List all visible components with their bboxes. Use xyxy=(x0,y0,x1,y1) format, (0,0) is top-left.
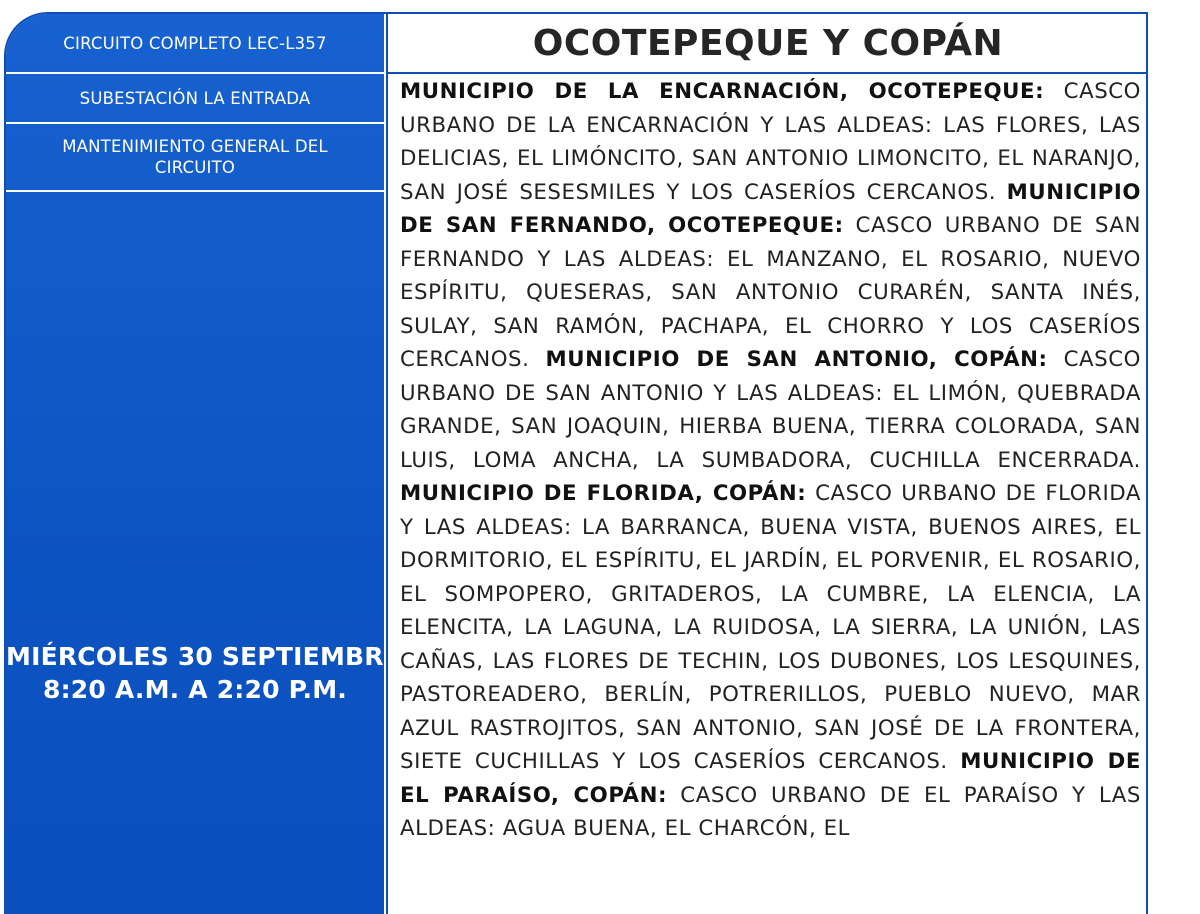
substation-cell: SUBESTACIÓN LA ENTRADA xyxy=(6,74,384,124)
affected-areas-panel xyxy=(386,14,1148,914)
schedule-panel xyxy=(6,14,402,914)
municipality-heading: MUNICIPIO DE EL PARAÍSO, COPÁN: xyxy=(400,749,1141,808)
region-title: OCOTEPEQUE Y COPÁN xyxy=(388,14,1148,74)
schedule-datetime xyxy=(6,640,402,706)
municipality-areas: CASCO URBANO DE SAN ANTONIO Y LAS ALDEAS: EL LIMÓN, QUEBRADA GRANDE, SAN JOAQUIN, HIERBA BUENA, TIERRA COLORADA, SAN LUIS, LOMA ANCHA, LA SUMBADORA, CUCHILLA ENCERRADA. xyxy=(400,347,1141,473)
municipality-heading: MUNICIPIO DE FLORIDA, COPÁN: xyxy=(400,481,807,506)
work-type-cell: MANTENIMIENTO GENERAL DEL CIRCUITO xyxy=(6,124,384,192)
schedule-date: MIÉRCOLES 30 SEPTIEMBRE xyxy=(6,642,402,671)
affected-areas-text xyxy=(388,74,1148,846)
municipality-areas: CASCO URBANO DE FLORIDA Y LAS ALDEAS: LA BARRANCA, BUENA VISTA, BUENOS AIRES, EL DORMITORIO, EL ESPÍRITU, EL JARDÍN, EL PORVENIR, EL ROSARIO, EL SOMPOPERO, GRITADEROS, LA CUMBRE, LA ELENCIA, LA ELENCITA, LA LAGUNA, LA RUIDOSA, LA SIERRA, LA UNIÓN, LAS CAÑAS, LAS FLORES DE TECHIN, LOS DUBONES, LOS LESQUINES, PASTOREADERO, BERLÍN, POTRERILLOS, PUEBLO NUEVO, MAR AZUL RASTROJITOS, SAN ANTONIO, SAN JOSÉ DE LA FRONTERA, SIETE CUCHILLAS Y LOS CASERÍOS CERCANOS. xyxy=(400,481,1141,774)
circuit-cell: CIRCUITO COMPLETO LEC-L357 xyxy=(6,14,384,74)
schedule-time: 8:20 A.M. A 2:20 P.M. xyxy=(42,675,348,704)
municipality-areas: CASCO URBANO DE LA ENCARNACIÓN Y LAS ALDEAS: LAS FLORES, LAS DELICIAS, EL LIMÓNCITO, SAN ANTONIO LIMONCITO, EL NARANJO, SAN JOSÉ SESESMILES Y LOS CASERÍOS CERCANOS. xyxy=(400,79,1141,205)
municipality-heading: MUNICIPIO DE SAN ANTONIO, COPÁN: xyxy=(545,347,1048,372)
municipality-heading: MUNICIPIO DE LA ENCARNACIÓN, OCOTEPEQUE: xyxy=(400,79,1045,104)
municipality-areas: CASCO URBANO DE EL PARAÍSO Y LAS ALDEAS: AGUA BUENA, EL CHARCÓN, EL xyxy=(400,782,1141,841)
outage-notice-card xyxy=(4,12,1148,914)
municipality-areas: CASCO URBANO DE SAN FERNANDO Y LAS ALDEAS: EL MANZANO, EL ROSARIO, NUEVO ESPÍRITU, QUESERAS, SAN ANTONIO CURARÉN, SANTA INÉS, SULAY, SAN RAMÓN, PACHAPA, EL CHORRO Y LOS CASERÍOS CERCANOS. xyxy=(400,213,1141,372)
municipality-heading: MUNICIPIO DE SAN FERNANDO, OCOTEPEQUE: xyxy=(400,179,1141,238)
